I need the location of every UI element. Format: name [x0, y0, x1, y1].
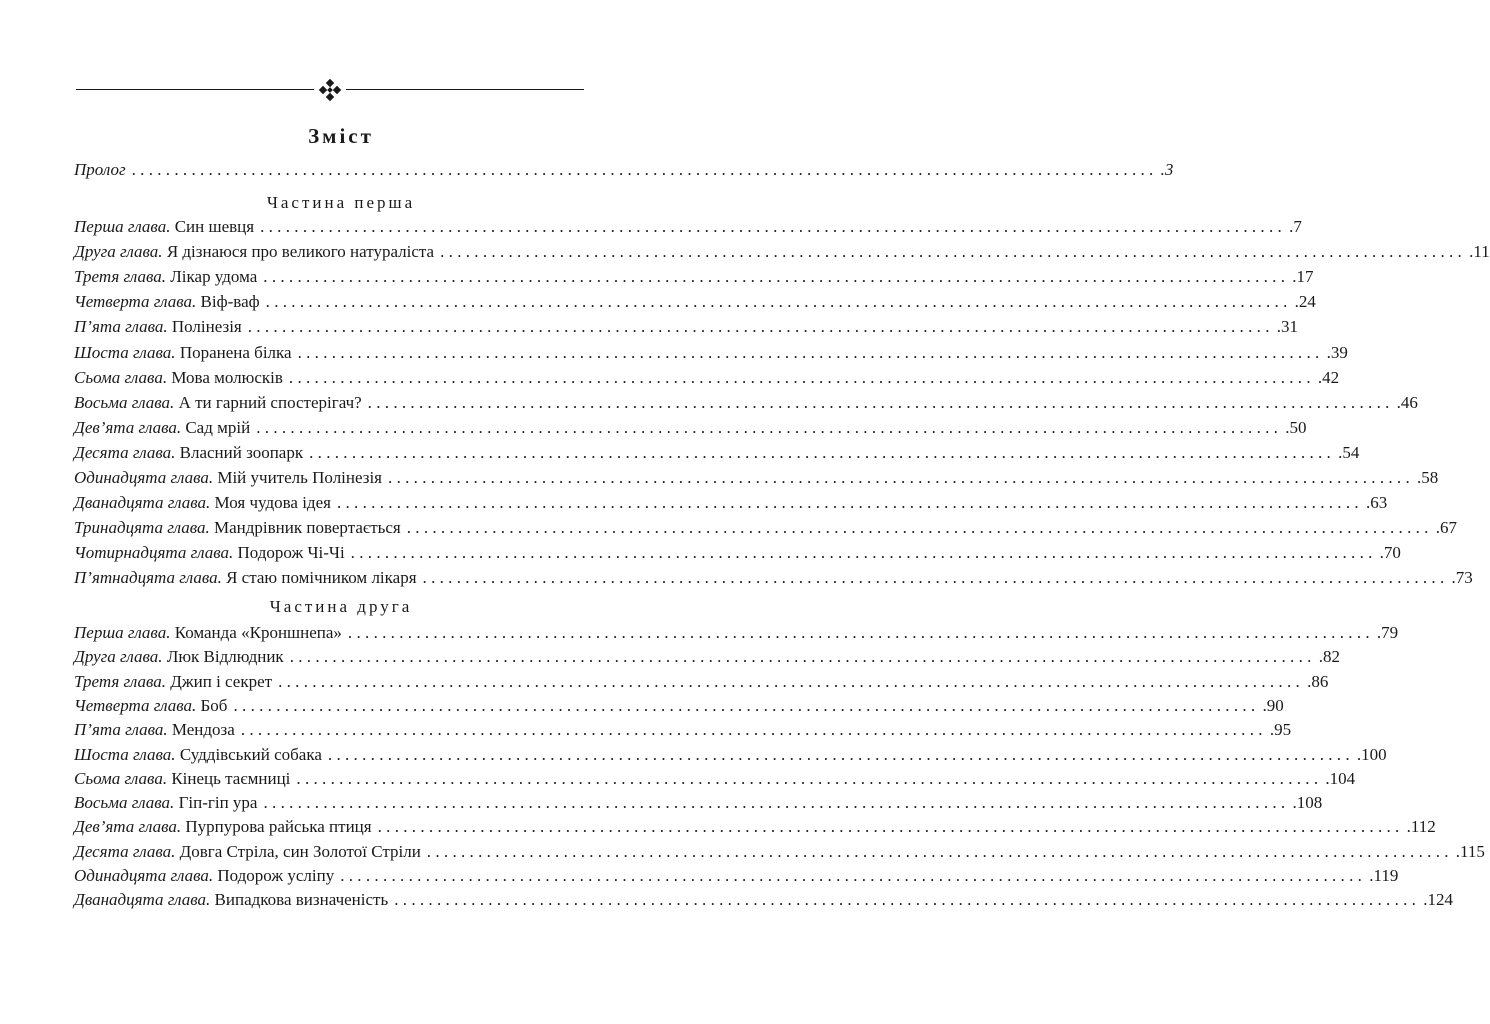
- page-number: .100: [1356, 744, 1387, 764]
- chapter-title: Я дізнаюся про великого натураліста: [166, 242, 435, 262]
- page-number: .73: [1451, 568, 1473, 588]
- toc-entry[interactable]: [74, 768, 1356, 791]
- toc-entry-prologue[interactable]: [74, 160, 1174, 182]
- toc-entry[interactable]: [74, 744, 1387, 767]
- dot-leader: ........................................................................................................................: [394, 890, 1421, 910]
- chapter-title: Віф-ваф: [200, 292, 260, 312]
- chapter-label: Дев’ята глава.: [74, 817, 182, 837]
- page-number: .90: [1262, 695, 1284, 715]
- chapter-title: Подорож усліпу: [217, 866, 335, 885]
- chapter-label: Третя глава.: [74, 671, 167, 691]
- toc-entry[interactable]: [74, 695, 1284, 718]
- page-number: .79: [1376, 623, 1399, 642]
- dot-leader: ........................................................................................................................: [265, 292, 1292, 312]
- chapter-title: Син шевця: [174, 217, 255, 236]
- dot-leader: ........................................................................................................................: [278, 671, 1305, 691]
- toc-entry[interactable]: [74, 317, 1298, 339]
- toc-entry[interactable]: [74, 866, 1399, 888]
- page-number: .58: [1417, 468, 1439, 487]
- page-number: .63: [1365, 493, 1388, 513]
- chapter-label: Перша глава.: [74, 217, 171, 236]
- page-number: .50: [1285, 417, 1307, 437]
- chapter-title: Моя чудова ідея: [214, 493, 331, 513]
- dot-leader: ........................................................................................................................: [388, 468, 1415, 487]
- chapter-label: Четверта глава.: [74, 292, 197, 312]
- page-number: .7: [1289, 217, 1302, 236]
- chapter-title: Боб: [200, 695, 228, 715]
- chapter-label: Сьома глава.: [74, 367, 168, 387]
- toc-entry[interactable]: [74, 543, 1401, 565]
- page-number: .86: [1307, 671, 1329, 691]
- dot-leader: ........................................................................................................................: [296, 768, 1323, 788]
- dot-leader: ........................................................................................................................: [233, 695, 1260, 715]
- page-number: .3: [1160, 160, 1174, 179]
- toc-entry[interactable]: [74, 417, 1307, 440]
- chapter-title: Пурпурова райська птиця: [185, 817, 372, 837]
- chapter-label: Дев’ята глава.: [74, 417, 182, 437]
- chapter-title: Мендоза: [171, 720, 235, 740]
- page-number: .31: [1276, 317, 1298, 337]
- chapter-label: Друга глава.: [74, 647, 163, 667]
- chapter-label: Шоста глава.: [74, 744, 176, 764]
- page-number: .39: [1326, 342, 1348, 362]
- page-number: .24: [1294, 292, 1316, 312]
- page-number: .115: [1455, 841, 1485, 861]
- toc-entry[interactable]: [74, 720, 1292, 742]
- chapter-title: Мій учитель Полінезія: [217, 468, 383, 487]
- toc-entry[interactable]: [74, 242, 1490, 264]
- chapter-label: Третя глава.: [74, 267, 167, 287]
- page-number: .17: [1292, 267, 1314, 287]
- toc-entry[interactable]: [74, 647, 1340, 669]
- chapter-title: А ти гарний спостерігач?: [178, 392, 362, 412]
- page-number: .95: [1269, 720, 1292, 740]
- dot-leader: ........................................................................................................................: [289, 647, 1316, 667]
- header-ornament: [76, 80, 584, 100]
- chapter-title: Сад мрій: [185, 417, 251, 437]
- chapter-label: Чотирнадцята глава.: [74, 543, 234, 563]
- page-number: .108: [1292, 793, 1323, 813]
- chapter-label: Дванадцята глава.: [74, 493, 211, 513]
- page-number: .46: [1396, 392, 1418, 412]
- toc-entry[interactable]: [74, 518, 1457, 540]
- page-title: Зміст: [308, 124, 374, 148]
- dot-leader: ........................................................................................................................: [247, 317, 1274, 337]
- page-number: .104: [1325, 768, 1356, 788]
- part-heading: Частина друга: [269, 597, 413, 616]
- chapter-title: Лікар удома: [170, 267, 258, 287]
- chapter-label: Десята глава.: [74, 442, 176, 462]
- dot-leader: ........................................................................................................................: [377, 817, 1404, 837]
- page-number: .124: [1423, 890, 1453, 910]
- chapter-label: Одинадцята глава.: [74, 468, 214, 487]
- dot-leader: ........................................................................................................................: [406, 518, 1433, 538]
- dot-leader: ........................................................................................................................: [350, 543, 1377, 563]
- toc-entry[interactable]: [74, 890, 1453, 912]
- chapter-title: Кінець таємниці: [171, 768, 291, 788]
- chapter-label: П’ята глава.: [74, 317, 168, 337]
- ornament-rule-right: [346, 89, 584, 90]
- dot-leader: ........................................................................................................................: [288, 367, 1315, 387]
- chapter-title: Полінезія: [171, 317, 242, 337]
- dot-leader: ........................................................................................................................: [131, 160, 1158, 179]
- toc-entry[interactable]: [74, 292, 1316, 314]
- dot-leader: ........................................................................................................................: [327, 744, 1354, 764]
- toc-entry[interactable]: [74, 392, 1418, 415]
- diamond-ornament-icon: [316, 80, 344, 100]
- toc-entry[interactable]: [74, 267, 1314, 289]
- chapter-title: Команда «Кроншнепа»: [174, 623, 342, 642]
- page-number: .119: [1369, 866, 1399, 885]
- chapter-title: Джип і секрет: [170, 671, 273, 691]
- chapter-title: Мова молюсків: [171, 367, 283, 387]
- chapter-title: Довга Стріла, син Золотої Стріли: [179, 841, 421, 861]
- chapter-label: Дванадцята глава.: [74, 890, 211, 910]
- dot-leader: ........................................................................................................................: [240, 720, 1267, 740]
- page-number: .42: [1317, 367, 1340, 387]
- dot-leader: ........................................................................................................................: [263, 267, 1290, 287]
- entry-label: Пролог: [74, 160, 126, 179]
- chapter-label: Восьма глава.: [74, 392, 175, 412]
- chapter-title: Суддівський собака: [179, 744, 322, 764]
- page-number: .112: [1406, 817, 1436, 837]
- chapter-label: Восьма глава.: [74, 793, 175, 813]
- page-number: .67: [1435, 518, 1457, 538]
- chapter-title: Власний зоопарк: [179, 442, 304, 462]
- toc-entry[interactable]: [74, 442, 1360, 465]
- toc-entry[interactable]: [74, 817, 1436, 839]
- page-number: .82: [1318, 647, 1340, 667]
- chapter-label: Тринадцята глава.: [74, 518, 210, 538]
- chapter-label: Шоста глава.: [74, 342, 176, 362]
- toc-entry[interactable]: [74, 468, 1439, 490]
- page-number: .54: [1338, 442, 1360, 462]
- chapter-title: Гіп-гіп ура: [178, 793, 258, 813]
- dot-leader: ........................................................................................................................: [309, 442, 1336, 462]
- ornament-rule-left: [76, 89, 314, 90]
- page-number: .70: [1379, 543, 1401, 563]
- chapter-label: Одинадцята глава.: [74, 866, 214, 885]
- toc-entry[interactable]: [74, 568, 1473, 590]
- chapter-label: Друга глава.: [74, 242, 163, 262]
- chapter-title: Я стаю помічником лікаря: [226, 568, 417, 588]
- chapter-title: Випадкова визначеність: [214, 890, 389, 910]
- dot-leader: ........................................................................................................................: [422, 568, 1449, 588]
- dot-leader: ........................................................................................................................: [426, 841, 1453, 861]
- dot-leader: ........................................................................................................................: [340, 866, 1367, 885]
- chapter-title: Мандрівник повертається: [214, 518, 401, 538]
- chapter-title: Поранена білка: [179, 342, 292, 362]
- chapter-title: Люк Відлюдник: [166, 647, 284, 667]
- chapter-label: Перша глава.: [74, 623, 171, 642]
- dot-leader: ........................................................................................................................: [336, 493, 1363, 513]
- chapter-label: Сьома глава.: [74, 768, 168, 788]
- dot-leader: ........................................................................................................................: [260, 217, 1287, 236]
- part-heading: Частина перша: [266, 193, 416, 212]
- toc-entry[interactable]: [74, 217, 1302, 239]
- page-number: .11: [1469, 242, 1490, 262]
- chapter-label: Четверта глава.: [74, 695, 197, 715]
- dot-leader: ........................................................................................................................: [256, 417, 1283, 437]
- toc-entry[interactable]: [74, 493, 1388, 515]
- dot-leader: ........................................................................................................................: [297, 342, 1324, 362]
- chapter-label: П’ята глава.: [74, 720, 168, 740]
- toc-entry[interactable]: [74, 623, 1399, 645]
- chapter-label: Десята глава.: [74, 841, 176, 861]
- dot-leader: ........................................................................................................................: [367, 392, 1394, 412]
- toc-entry[interactable]: [74, 367, 1340, 390]
- dot-leader: ........................................................................................................................: [347, 623, 1374, 642]
- toc-entry[interactable]: [74, 671, 1329, 694]
- toc-entry[interactable]: [74, 841, 1485, 864]
- dot-leader: ........................................................................................................................: [263, 793, 1290, 813]
- chapter-title: Подорож Чі-Чі: [237, 543, 345, 563]
- toc-entry[interactable]: [74, 793, 1323, 815]
- dot-leader: ........................................................................................................................: [440, 242, 1467, 262]
- toc-entry[interactable]: [74, 342, 1348, 365]
- chapter-label: П’ятнадцята глава.: [74, 568, 222, 588]
